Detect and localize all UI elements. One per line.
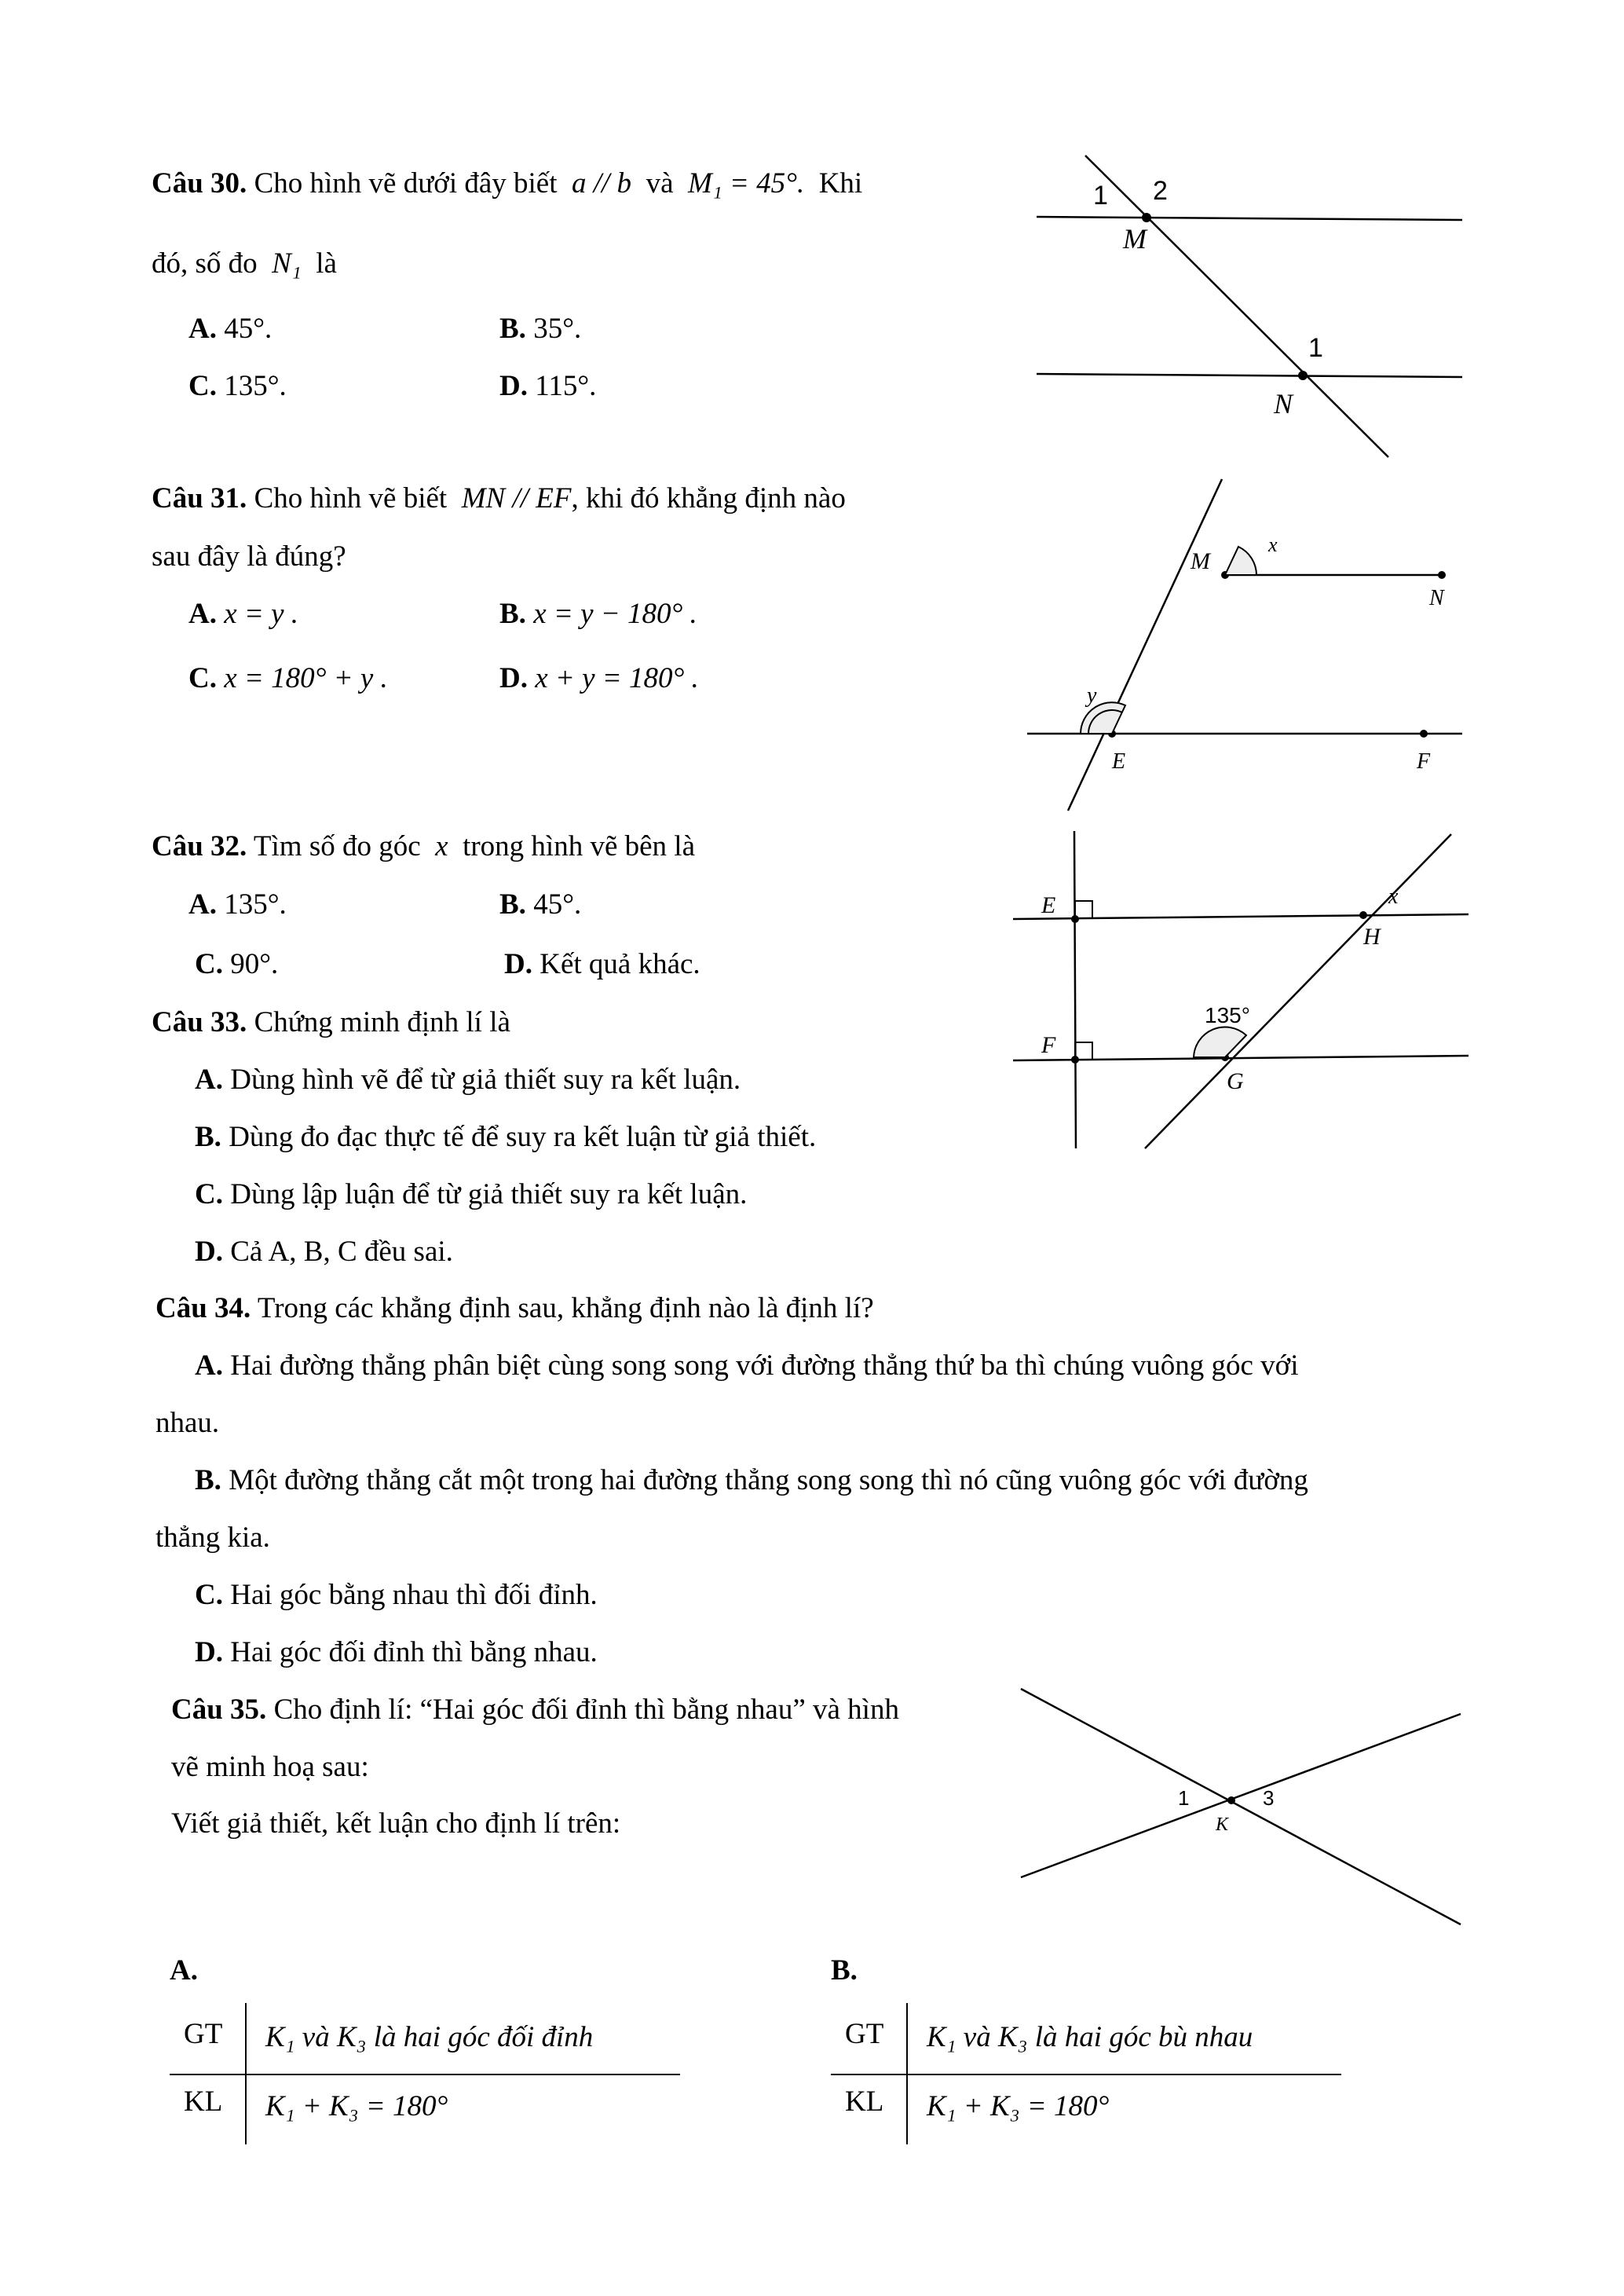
q34-option-a[interactable]: A. Hai đường thẳng phân biệt cùng song song với đường thẳng thứ ba thì chúng vuông góc với	[195, 1349, 1299, 1382]
point-e	[1071, 915, 1079, 923]
q30-math-parallel: a // b	[572, 167, 632, 200]
q35-line3: Viết giả thiết, kết luận cho định lí trên:	[171, 1807, 621, 1840]
q35-table-a	[170, 2003, 680, 2144]
q31-label: Câu 31.	[152, 482, 247, 514]
label-m: M	[1123, 223, 1147, 255]
line-a	[1037, 217, 1462, 220]
q31-option-a[interactable]: A. x = y .	[188, 598, 299, 630]
q34-option-a-cont: nhau.	[155, 1407, 220, 1439]
q32-line1: Câu 32. Tìm số đo góc x trong hình vẽ bên là	[152, 830, 696, 862]
q33-option-b[interactable]: B. Dùng đo đạc thực tế để suy ra kết luận từ giả thiết.	[195, 1121, 817, 1153]
angle-label-n1: 1	[1308, 333, 1323, 363]
q35-table-b	[831, 2003, 1341, 2144]
table-a-kl-label: KL	[184, 2085, 223, 2118]
q35-label: Câu 35.	[171, 1694, 267, 1726]
angle-label-1: 1	[1178, 1786, 1190, 1810]
q35-table-a-key[interactable]: A.	[170, 1954, 198, 1987]
q32-figure	[1005, 825, 1476, 1155]
point-m	[1142, 213, 1151, 222]
table-b-gt: K₁ và K₃ là hai góc bù nhau	[927, 2021, 1253, 2053]
q31-option-d[interactable]: D. x + y = 180° .	[499, 662, 699, 694]
q30-option-a[interactable]: A. 45°.	[188, 313, 272, 345]
q34-option-b[interactable]: B. Một đường thẳng cắt một trong hai đường thẳng song song thì nó cũng vuông góc với đường	[195, 1464, 1308, 1496]
q30-line1	[152, 167, 862, 201]
q33-option-d[interactable]: D. Cả A, B, C đều sai.	[195, 1236, 453, 1268]
table-b-gt-label: GT	[845, 2018, 884, 2050]
label-e: E	[1112, 749, 1126, 774]
angle-label-3: 3	[1263, 1786, 1275, 1810]
q32-option-b[interactable]: B. 45°.	[499, 888, 582, 921]
q32-option-a[interactable]: A. 135°.	[188, 888, 287, 921]
q32-math: x	[435, 830, 448, 862]
q34-label: Câu 34.	[155, 1292, 251, 1324]
angle-x-arc	[1225, 547, 1256, 575]
vertical-line	[1074, 831, 1076, 1148]
line-2	[1021, 1714, 1461, 1877]
point-n	[1298, 371, 1308, 380]
q31-option-b[interactable]: B. x = y − 180° .	[499, 598, 697, 630]
q33-option-a[interactable]: A. Dùng hình vẽ để từ giả thiết suy ra kết luận.	[195, 1064, 741, 1096]
q30-line2-text: đó, số đo	[152, 247, 258, 280]
angle-label-2: 2	[1153, 176, 1168, 206]
table-b-kl-label: KL	[845, 2085, 884, 2118]
q35-line1: Câu 35. Cho định lí: “Hai góc đối đỉnh thì bằng nhau” và hình	[171, 1694, 899, 1726]
q31-option-c[interactable]: C. x = 180° + y .	[188, 662, 388, 694]
q32-option-c[interactable]: C. 90°.	[195, 948, 279, 980]
q30-line2-end: là	[316, 247, 337, 280]
q30-label: Câu 30.	[152, 167, 247, 200]
q31-line1: Câu 31. Cho hình vẽ biết MN // EF, khi đó khẳng định nào	[152, 482, 846, 514]
label-g: G	[1227, 1068, 1244, 1094]
q34-line1: Câu 34. Trong các khẳng định sau, khẳng định nào là định lí?	[155, 1292, 874, 1324]
q35-figure	[1013, 1681, 1476, 1932]
q31-math: MN // EF	[461, 482, 572, 514]
table-a-kl: K₁ + K₃ = 180°	[265, 2090, 448, 2122]
label-n: N	[1429, 586, 1444, 610]
point-f	[1071, 1056, 1079, 1064]
q31-line2: sau đây là đúng?	[152, 540, 346, 573]
line-1	[1021, 1689, 1461, 1924]
q30-math-angle: M₁ = 45°.	[688, 167, 805, 200]
q30-text-and: và	[646, 167, 674, 200]
q30-option-c[interactable]: C. 135°.	[188, 370, 287, 402]
q30-option-b[interactable]: B. 35°.	[499, 313, 582, 345]
transversal-hg	[1145, 834, 1451, 1148]
label-n: N	[1274, 388, 1293, 419]
label-m: M	[1191, 548, 1210, 574]
table-a-gt-label: GT	[184, 2018, 223, 2050]
transversal-me	[1068, 479, 1222, 811]
q32-option-d[interactable]: D. Kết quả khác.	[504, 948, 700, 980]
q35-line2: vẽ minh hoạ sau:	[171, 1751, 369, 1783]
angle-label-1: 1	[1093, 181, 1108, 211]
q30-line2	[152, 247, 337, 281]
label-f: F	[1041, 1032, 1056, 1058]
table-b-hline	[831, 2074, 1341, 2075]
label-e: E	[1041, 892, 1056, 918]
label-x: x	[1268, 533, 1278, 556]
q33-line1: Câu 33. Chứng minh định lí là	[152, 1006, 510, 1038]
table-a-gt: K₁ và K₃ là hai góc đối đỉnh	[265, 2021, 594, 2053]
table-a-hline	[170, 2074, 680, 2075]
point-k	[1227, 1796, 1235, 1804]
q30-text-then: Khi	[818, 167, 863, 200]
q30-line2-math: N₁	[272, 247, 302, 280]
line-b	[1037, 374, 1462, 377]
q33-label: Câu 33.	[152, 1006, 247, 1038]
table-b-kl: K₁ + K₃ = 180°	[927, 2090, 1110, 2122]
q34-option-d[interactable]: D. Hai góc đối đỉnh thì bằng nhau.	[195, 1636, 598, 1668]
q30-figure	[1021, 149, 1476, 463]
point-f	[1420, 730, 1428, 738]
label-f: F	[1417, 749, 1431, 774]
point-n	[1438, 571, 1446, 579]
point-h	[1359, 911, 1367, 919]
label-x: x	[1388, 884, 1399, 909]
right-angle-e	[1075, 901, 1092, 918]
q35-table-b-key[interactable]: B.	[831, 1954, 858, 1987]
label-y: y	[1087, 683, 1097, 708]
q34-option-c[interactable]: C. Hai góc bằng nhau thì đối đỉnh.	[195, 1579, 598, 1611]
q31-figure	[1021, 471, 1476, 817]
q33-option-c[interactable]: C. Dùng lập luận để từ giả thiết suy ra kết luận.	[195, 1178, 748, 1210]
label-k: K	[1216, 1814, 1229, 1835]
q34-option-b-cont: thẳng kia.	[155, 1522, 270, 1554]
transversal	[1085, 156, 1388, 457]
label-h: H	[1363, 924, 1381, 950]
q30-text: Cho hình vẽ dưới đây biết	[254, 167, 558, 200]
q32-label: Câu 32.	[152, 830, 247, 862]
label-angle-135: 135°	[1205, 1003, 1250, 1027]
q30-option-d[interactable]: D. 115°.	[499, 370, 597, 402]
